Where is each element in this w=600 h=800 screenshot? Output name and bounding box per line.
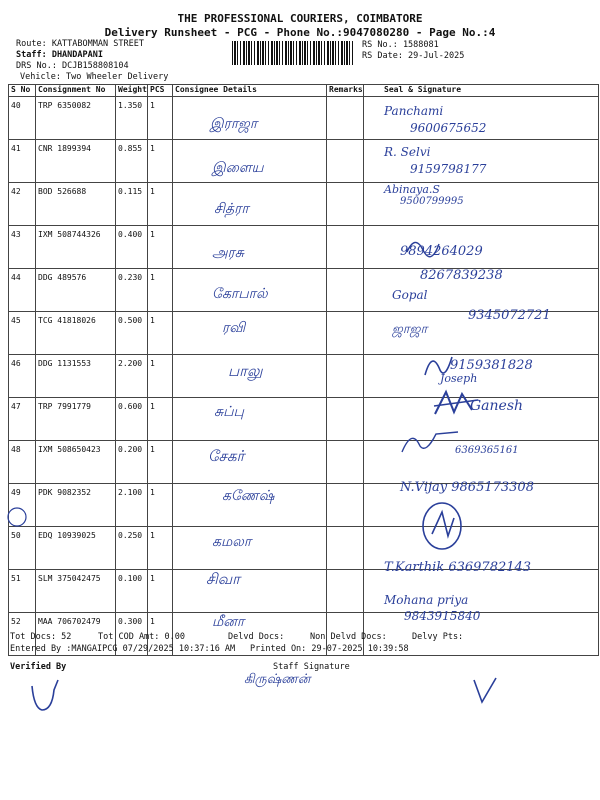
cell-remarks xyxy=(327,312,364,355)
cell-remarks xyxy=(327,484,364,527)
cell-wt: 0.115 xyxy=(116,183,148,226)
barcode xyxy=(232,41,354,65)
verified-by-label: Verified By xyxy=(10,662,67,672)
cell-remarks xyxy=(327,269,364,312)
cell-wt: 0.600 xyxy=(116,398,148,441)
cell-sno: 50 xyxy=(9,527,36,570)
circled-row-mark xyxy=(6,506,28,528)
col-seal: Seal & Signature xyxy=(364,85,599,97)
cell-wt: 1.350 xyxy=(116,97,148,140)
cell-cn: DDG 1131553 xyxy=(36,355,116,398)
handwritten-consignee: பாலு xyxy=(228,362,263,380)
cell-wt: 0.250 xyxy=(116,527,148,570)
cell-remarks xyxy=(327,183,364,226)
cell-cn: BOD 526688 xyxy=(36,183,116,226)
handwritten-signature: T.Karthik 6369782143 xyxy=(384,560,532,575)
cell-sno: 45 xyxy=(9,312,36,355)
col-weight: Weight xyxy=(116,85,148,97)
handwritten-signature: 9894264029 xyxy=(400,244,483,259)
cell-cn: CNR 1899394 xyxy=(36,140,116,183)
cell-pcs: 1 xyxy=(148,570,173,613)
cell-remarks xyxy=(327,398,364,441)
non-delvd-docs: Non Delvd Docs: xyxy=(310,632,387,642)
cell-cn: SLM 375042475 xyxy=(36,570,116,613)
cell-pcs: 1 xyxy=(148,312,173,355)
entered-by: Entered By :MANGAIPCG 07/29/2025 10:37:16 AM xyxy=(10,644,236,654)
scribble-signature xyxy=(418,500,468,552)
cell-wt: 0.100 xyxy=(116,570,148,613)
cell-wt: 0.200 xyxy=(116,441,148,484)
col-sno: S No xyxy=(9,85,36,97)
handwritten-phone: 6369365161 xyxy=(455,445,519,456)
handwritten-phone: 9843915840 xyxy=(404,609,481,623)
table-row xyxy=(9,226,599,269)
table-row xyxy=(9,140,599,183)
table-row xyxy=(9,570,599,613)
scribble-signature xyxy=(432,386,482,420)
handwritten-consignee: சித்ரா xyxy=(214,201,249,217)
cell-cn: TRP 6350082 xyxy=(36,97,116,140)
cell-consignee xyxy=(173,398,327,441)
vehicle-label: Vehicle: Two Wheeler Delivery xyxy=(20,72,169,82)
cell-pcs: 1 xyxy=(148,355,173,398)
cell-remarks xyxy=(327,570,364,613)
cell-sno: 44 xyxy=(9,269,36,312)
cell-remarks xyxy=(327,97,364,140)
scribble-signature xyxy=(420,345,460,385)
staff-handwritten-signature: கிருஷ்ணன் xyxy=(244,672,311,687)
cell-wt: 2.200 xyxy=(116,355,148,398)
drs-label: DRS No.: DCJB158808104 xyxy=(16,61,129,71)
runsheet-subtitle: Delivery Runsheet - PCG - Phone No.:9047080280 - Page No.:4 xyxy=(104,26,496,39)
handwritten-phone: 8267839238 xyxy=(420,268,503,283)
cell-wt: 0.400 xyxy=(116,226,148,269)
cell-cn: IXM 508650423 xyxy=(36,441,116,484)
handwritten-phone: 9600675652 xyxy=(410,121,487,135)
handwritten-signature: Mohana priya xyxy=(384,593,469,607)
handwritten-phone: 9345072721 xyxy=(468,308,551,323)
cell-remarks xyxy=(327,441,364,484)
cell-wt: 0.230 xyxy=(116,269,148,312)
cell-pcs: 1 xyxy=(148,484,173,527)
handwritten-consignee: ரவி xyxy=(222,320,246,336)
cell-sno: 48 xyxy=(9,441,36,484)
cell-cn: IXM 508744326 xyxy=(36,226,116,269)
cell-cn: PDK 9082352 xyxy=(36,484,116,527)
col-remarks: Remarks xyxy=(327,85,364,97)
table-row xyxy=(9,183,599,226)
handwritten-consignee: அரசு xyxy=(212,245,244,261)
cell-remarks xyxy=(327,355,364,398)
scribble-signature xyxy=(396,424,466,464)
cell-sno: 41 xyxy=(9,140,36,183)
rs-date-label: RS Date: 29-Jul-2025 xyxy=(362,51,465,61)
delvy-pts: Delvy Pts: xyxy=(412,632,464,642)
cell-pcs: 1 xyxy=(148,527,173,570)
cell-remarks xyxy=(327,527,364,570)
handwritten-consignee: கோபால் xyxy=(212,286,268,302)
cell-pcs: 1 xyxy=(148,613,173,656)
handwritten-signature: Abinaya.S xyxy=(384,183,440,196)
checkmark-signature xyxy=(468,676,502,706)
cell-sno: 42 xyxy=(9,183,36,226)
cell-consignee xyxy=(173,312,327,355)
handwritten-phone: 9500799995 xyxy=(400,196,464,207)
handwritten-consignee: கமலா xyxy=(212,534,252,550)
cell-pcs: 1 xyxy=(148,269,173,312)
cell-wt: 2.100 xyxy=(116,484,148,527)
cell-consignee xyxy=(173,570,327,613)
handwritten-signature: Joseph xyxy=(440,372,478,385)
handwritten-signature: Panchami xyxy=(384,104,444,118)
cell-pcs: 1 xyxy=(148,183,173,226)
cell-sno: 52 xyxy=(9,613,36,656)
scribble-signature xyxy=(405,232,445,260)
tot-cod: Tot COD Amt: 0.00 xyxy=(98,632,185,642)
cell-consignee xyxy=(173,441,327,484)
handwritten-consignee: சுப்பு xyxy=(214,404,244,420)
handwritten-signature: Ganesh xyxy=(470,398,524,414)
col-consignment: Consignment No xyxy=(36,85,116,97)
cell-pcs: 1 xyxy=(148,226,173,269)
cell-sno: 51 xyxy=(9,570,36,613)
handwritten-signature: R. Selvi xyxy=(384,145,431,159)
tot-docs: Tot Docs: 52 xyxy=(10,632,72,642)
cell-pcs: 1 xyxy=(148,398,173,441)
handwritten-signature: N.Vijay 9865173308 xyxy=(400,480,534,495)
company-title: THE PROFESSIONAL COURIERS, COIMBATORE xyxy=(177,12,423,25)
delvd-docs: Delvd Docs: xyxy=(228,632,285,642)
table-row xyxy=(9,269,599,312)
cell-pcs: 1 xyxy=(148,97,173,140)
handwritten-phone: 9159381828 xyxy=(450,358,533,373)
cell-remarks xyxy=(327,140,364,183)
handwritten-consignee: சேகர் xyxy=(208,447,245,465)
cell-sno: 49 xyxy=(9,484,36,527)
handwritten-consignee: கணேஷ் xyxy=(222,488,275,504)
col-pcs: PCS xyxy=(148,85,173,97)
verified-signature xyxy=(28,676,62,718)
cell-sno: 46 xyxy=(9,355,36,398)
route-label: Route: KATTABOMMAN STREET xyxy=(16,39,144,49)
cell-sno: 47 xyxy=(9,398,36,441)
cell-cn: TCG 41818026 xyxy=(36,312,116,355)
rs-no-label: RS No.: 1588081 xyxy=(362,40,439,50)
handwritten-signature: ஜாஜா xyxy=(392,322,428,337)
staff-label: Staff: DHANDAPANI xyxy=(16,50,103,60)
cell-cn: TRP 7991779 xyxy=(36,398,116,441)
cell-cn: MAA 706702479 xyxy=(36,613,116,656)
col-consignee: Consignee Details xyxy=(173,85,327,97)
handwritten-consignee: இராஜா xyxy=(210,116,258,132)
handwritten-phone: 9159798177 xyxy=(410,162,487,176)
table-header-row xyxy=(9,85,599,97)
handwritten-consignee: இளைய xyxy=(212,160,264,176)
printed-on: Printed On: 29-07-2025 10:39:58 xyxy=(250,644,409,654)
cell-cn: EDQ 10939025 xyxy=(36,527,116,570)
cell-wt: 0.300 xyxy=(116,613,148,656)
handwritten-consignee: மீனா xyxy=(212,614,245,630)
cell-consignee xyxy=(173,183,327,226)
cell-sno: 43 xyxy=(9,226,36,269)
cell-pcs: 1 xyxy=(148,140,173,183)
cell-wt: 0.855 xyxy=(116,140,148,183)
cell-cn: DDG 489576 xyxy=(36,269,116,312)
staff-signature-label: Staff Signature xyxy=(273,662,350,672)
handwritten-consignee: சிவா xyxy=(206,570,240,588)
cell-pcs: 1 xyxy=(148,441,173,484)
handwritten-signature: Gopal xyxy=(392,288,428,302)
cell-wt: 0.500 xyxy=(116,312,148,355)
cell-remarks xyxy=(327,226,364,269)
cell-sno: 40 xyxy=(9,97,36,140)
table-row xyxy=(9,97,599,140)
cell-consignee xyxy=(173,226,327,269)
